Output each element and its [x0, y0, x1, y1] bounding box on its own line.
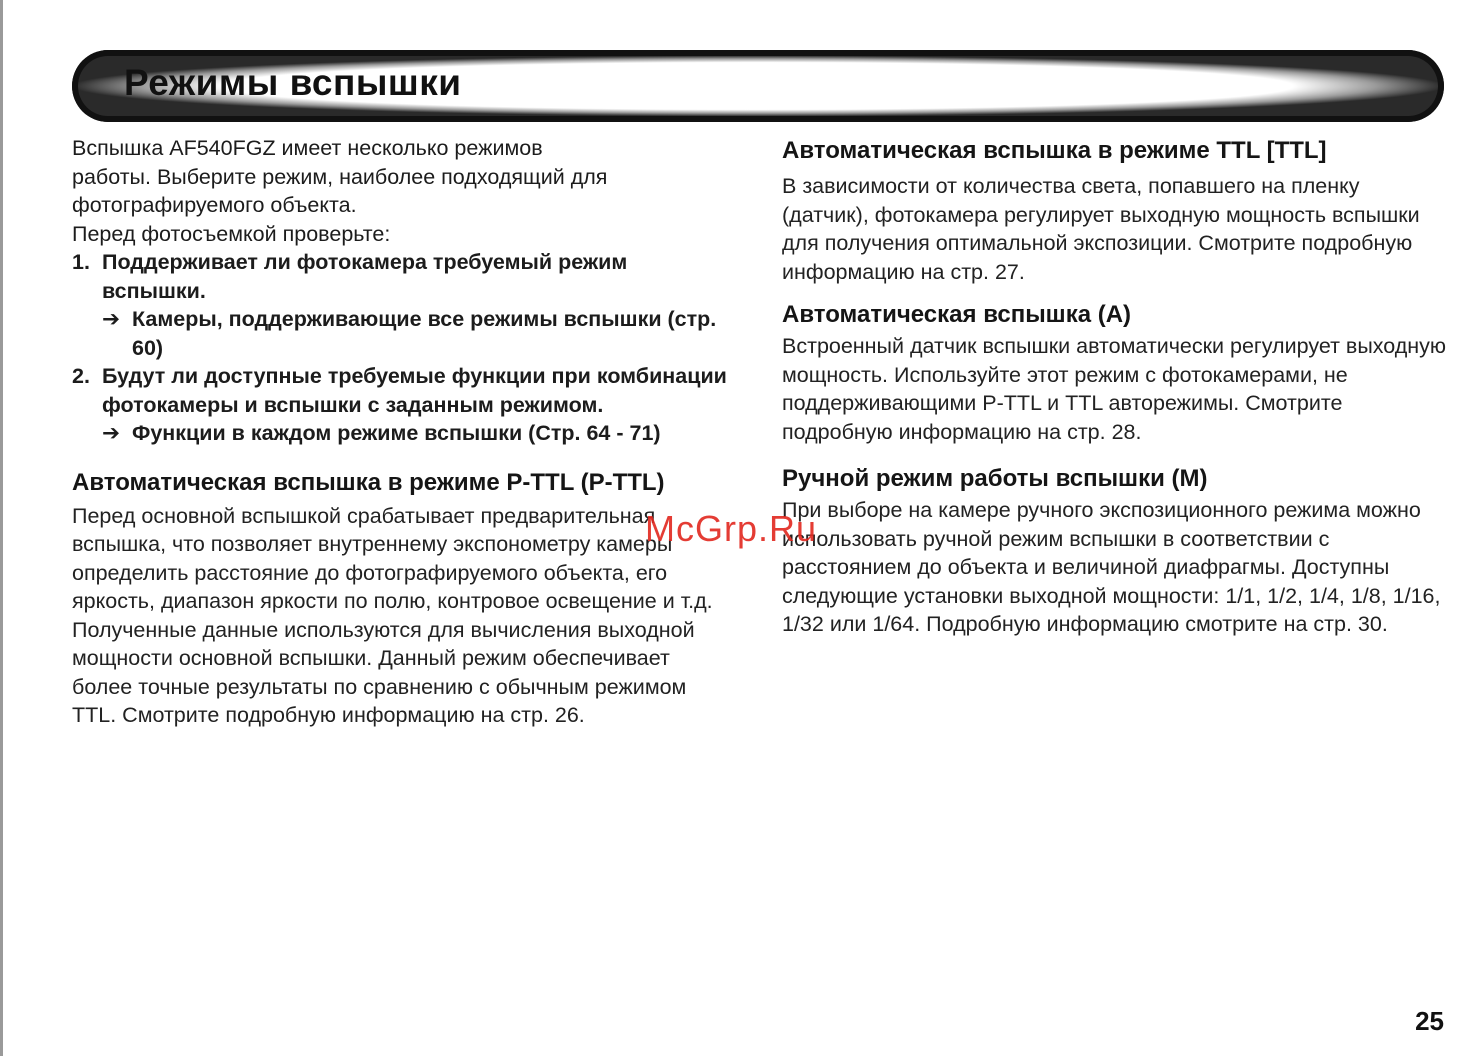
section-heading: Автоматическая вспышка (A): [782, 301, 1132, 328]
checklist: [72, 248, 732, 448]
section-heading: Автоматическая вспышка в режиме P-TTL (P-TTL): [72, 468, 665, 496]
checklist-reference: [72, 305, 732, 362]
section-pttl: [72, 466, 732, 730]
intro: [72, 134, 732, 248]
intro-paragraph: Вспышка AF540FGZ имеет несколько режимов работы. Выберите режим, наиболее подходящий для фотографируемого объекта.: [72, 136, 608, 217]
item-text: Поддерживает ли фотокамера требуемый режим вспышки.: [102, 250, 628, 303]
item-number: 2.: [72, 364, 90, 388]
checklist-item: [72, 248, 732, 305]
item-text: Будут ли доступные требуемые функции при комбинации фотокамеры и вспышки с заданным режимом.: [102, 364, 727, 417]
reference-text: Камеры, поддерживающие все режимы вспышки (стр. 60): [132, 307, 717, 360]
section-body: При выборе на камере ручного экспозиционного режима можно использовать ручной режим вспышки в соответствии с расстоянием до объекта и величиной диафрагмы. Доступны следующие установки выходной мощности: 1/1, 1/2, 1/4, 1/8, 1/16, 1/32 или 1/64. Подробную информацию смотрите на стр. 30.: [782, 498, 1441, 636]
page-edge: [0, 0, 3, 1056]
arrow-icon: ➔: [102, 307, 121, 331]
section-body: В зависимости от количества света, попавшего на пленку (датчик), фотокамера регулирует выходную мощность вспышки для получения оптимальной экспозиции. Смотрите подробную информацию на стр. 27.: [782, 174, 1420, 284]
section-body: Перед основной вспышкой срабатывает предварительная вспышка, что позволяет внутреннему экспонометру камеры определить расстояние до фотографируемого объекта, его яркость, диапазон яркости по полю, контровое освещение и т.д. Полученные данные используются для вычисления выходной мощности основной вспышки. Данный режим обеспечивает более точные результаты по сравнению с обычным режимом TTL. Смотрите подробную информацию на стр. 26.: [72, 503, 713, 727]
section-auto: [782, 298, 1452, 446]
section-body: Встроенный датчик вспышки автоматически регулирует выходную мощность. Используйте этот режим с фотокамерами, не поддерживающими P-TTL и TTL авторежимы. Смотрите подробную информацию на стр. 28.: [782, 334, 1447, 444]
reference-text: Функции в каждом режиме вспышки (Стр. 64 - 71): [132, 421, 661, 445]
checklist-reference: [72, 419, 732, 448]
section-heading: Ручной режим работы вспышки (M): [782, 465, 1208, 492]
left-column: [72, 134, 732, 730]
item-number: 1.: [72, 250, 90, 274]
section-ttl: [782, 134, 1452, 286]
intro-checklist-lead: Перед фотосъемкой проверьте:: [72, 221, 391, 246]
right-column: [782, 134, 1452, 639]
watermark: McGrp.Ru: [645, 508, 818, 549]
section-manual: [782, 462, 1452, 639]
arrow-icon: ➔: [102, 421, 121, 445]
page-title: Режимы вспышки: [124, 62, 462, 103]
checklist-item: [72, 362, 732, 419]
page-number: 25: [1415, 1006, 1444, 1036]
section-heading: Автоматическая вспышка в режиме TTL [TTL]: [782, 137, 1327, 164]
